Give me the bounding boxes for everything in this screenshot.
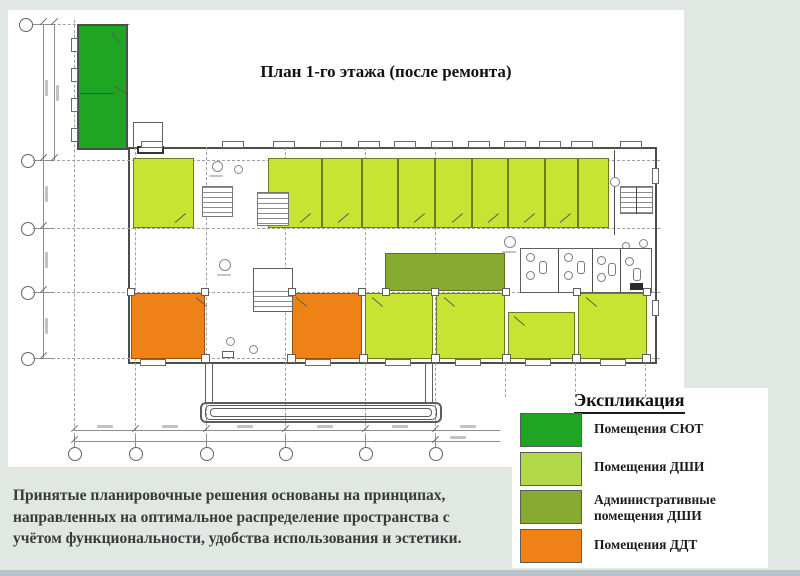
- window-marker: [468, 141, 490, 148]
- axis-connector: [135, 436, 136, 447]
- annotation-text: [502, 251, 516, 253]
- axis-bubble: [279, 447, 293, 461]
- column-stub: [643, 288, 651, 296]
- axis-connector: [365, 436, 366, 447]
- sink-fixture: [625, 257, 634, 266]
- dim-text: [450, 436, 466, 439]
- window-marker: [141, 141, 163, 148]
- column-stub: [127, 288, 135, 296]
- axis-bubble: [359, 447, 373, 461]
- toilet-fixture: [577, 261, 585, 274]
- column-stub: [359, 354, 368, 363]
- axis-bubble: [129, 447, 143, 461]
- room-dshi-6: [435, 158, 472, 228]
- window-marker: [394, 141, 416, 148]
- column-stub: [573, 288, 581, 296]
- sink-fixture: [564, 253, 573, 262]
- plan-symbol-icon: [219, 259, 231, 271]
- window-marker: [525, 359, 551, 366]
- dim-text: [45, 252, 48, 268]
- dim-text: [45, 186, 48, 202]
- annex-wall: [77, 24, 128, 150]
- window-marker: [273, 141, 295, 148]
- room-admin-11: [385, 253, 505, 291]
- sink-fixture: [564, 271, 573, 280]
- column-stub: [288, 288, 296, 296]
- column-stub: [201, 354, 210, 363]
- axis-bubble: [429, 447, 443, 461]
- sink-fixture: [526, 271, 535, 280]
- dim-text: [56, 85, 59, 101]
- slide-bottom-bar: [0, 570, 800, 576]
- room-dshi-17: [578, 293, 647, 359]
- axis-connector: [206, 436, 207, 447]
- dim-text: [45, 80, 48, 96]
- column-stub: [431, 354, 440, 363]
- porch-step-ring: [210, 408, 432, 417]
- porch-wall: [205, 363, 213, 403]
- partition-wall: [592, 249, 593, 292]
- legend-label-ddt: Помещения ДДТ: [594, 537, 698, 552]
- window-marker: [71, 98, 78, 112]
- window-marker: [320, 141, 342, 148]
- dim-text: [317, 425, 333, 428]
- column-stub: [502, 354, 511, 363]
- room-dshi-5: [398, 158, 435, 228]
- legend-title: Экспликация: [574, 390, 685, 414]
- room-ddt-12: [131, 293, 205, 359]
- window-marker: [504, 141, 526, 148]
- footer-line: учётом функциональности, удобства использования и эстетики.: [13, 530, 462, 547]
- partition-wall: [620, 249, 621, 292]
- axis-connector: [285, 436, 286, 447]
- window-marker: [455, 359, 481, 366]
- staircase-treads: [254, 291, 292, 311]
- plan-symbol-icon: [234, 165, 243, 174]
- room-dshi-14: [365, 293, 433, 359]
- axis-bubble: [200, 447, 214, 461]
- legend-swatch-dshi: [520, 452, 582, 486]
- axis-bubble: [21, 222, 35, 236]
- column-stub: [201, 288, 209, 296]
- axis-connector: [33, 358, 54, 359]
- window-marker: [539, 141, 561, 148]
- column-stub: [502, 288, 510, 296]
- stairwell-wall: [614, 150, 615, 235]
- sink-fixture: [597, 256, 606, 265]
- plan-symbol-icon: [639, 239, 648, 248]
- legend-label-dshi: Помещения ДШИ: [594, 459, 705, 474]
- staircase: [202, 186, 233, 217]
- window-marker: [358, 141, 380, 148]
- axis-bubble: [21, 286, 35, 300]
- window-marker: [431, 141, 453, 148]
- toilet-fixture: [226, 337, 235, 346]
- plan-symbol-icon: [504, 236, 516, 248]
- room-dshi-8: [508, 158, 545, 228]
- sink-fixture: [526, 253, 535, 262]
- annex-divider-wall: [80, 93, 114, 94]
- window-marker: [652, 300, 659, 316]
- dim-text: [45, 318, 48, 334]
- window-marker: [305, 359, 331, 366]
- window-marker: [652, 168, 659, 184]
- column-stub: [358, 288, 366, 296]
- legend-label-admin: Административные помещения ДШИ: [594, 492, 716, 523]
- window-marker: [620, 141, 642, 148]
- legend-swatch-syut: [520, 413, 582, 447]
- footer-line: направленных на оптимальное распределение пространства с: [13, 508, 450, 526]
- plan-symbol-icon: [212, 161, 223, 172]
- column-stub: [431, 288, 439, 296]
- column-stub: [382, 288, 390, 296]
- porch-wall: [425, 363, 433, 403]
- window-marker: [222, 141, 244, 148]
- toilet-fixture: [249, 345, 258, 354]
- window-marker: [140, 359, 166, 366]
- footer-paragraph: [13, 485, 533, 550]
- legend-label-syut: Помещения СЮТ: [594, 421, 704, 436]
- window-marker: [71, 128, 78, 142]
- axis-bubble: [21, 352, 35, 366]
- dim-text: [460, 425, 476, 428]
- toilet-fixture: [633, 268, 641, 281]
- window-marker: [71, 38, 78, 52]
- page-title: План 1-го этажа (после ремонта): [260, 62, 512, 81]
- dim-text: [97, 425, 113, 428]
- dim-text: [392, 425, 408, 428]
- dim-text: [162, 425, 178, 428]
- window-marker: [571, 141, 593, 148]
- toilet-fixture: [539, 261, 547, 274]
- sink-fixture: [597, 273, 606, 282]
- sink-fixture: [222, 351, 234, 358]
- axis-bubble: [19, 18, 33, 32]
- room-dshi-9: [545, 158, 578, 228]
- column-stub: [572, 354, 581, 363]
- axis-connector: [33, 228, 54, 229]
- axis-bubble: [68, 447, 82, 461]
- axis-bubble: [21, 154, 35, 168]
- room-dshi-7: [472, 158, 508, 228]
- window-marker: [385, 359, 411, 366]
- axis-connector: [33, 292, 54, 293]
- equipment-block: [630, 283, 643, 290]
- room-dshi-15: [436, 293, 505, 359]
- column-stub: [642, 354, 651, 363]
- window-marker: [71, 68, 78, 82]
- partition-wall: [558, 249, 559, 292]
- annotation-text: [209, 175, 223, 177]
- plan-symbol-icon: [610, 177, 620, 187]
- footer-line: Принятые планировочные решения основаны на принципах,: [13, 487, 446, 504]
- room-dshi-10: [578, 158, 609, 228]
- column-stub: [287, 354, 296, 363]
- dim-text: [237, 425, 253, 428]
- staircase-rail: [636, 187, 637, 214]
- room-dshi-1: [133, 158, 194, 228]
- room-dshi-4: [362, 158, 398, 228]
- window-marker: [600, 359, 626, 366]
- annotation-text: [217, 274, 231, 276]
- toilet-fixture: [608, 263, 616, 276]
- staircase: [257, 192, 289, 226]
